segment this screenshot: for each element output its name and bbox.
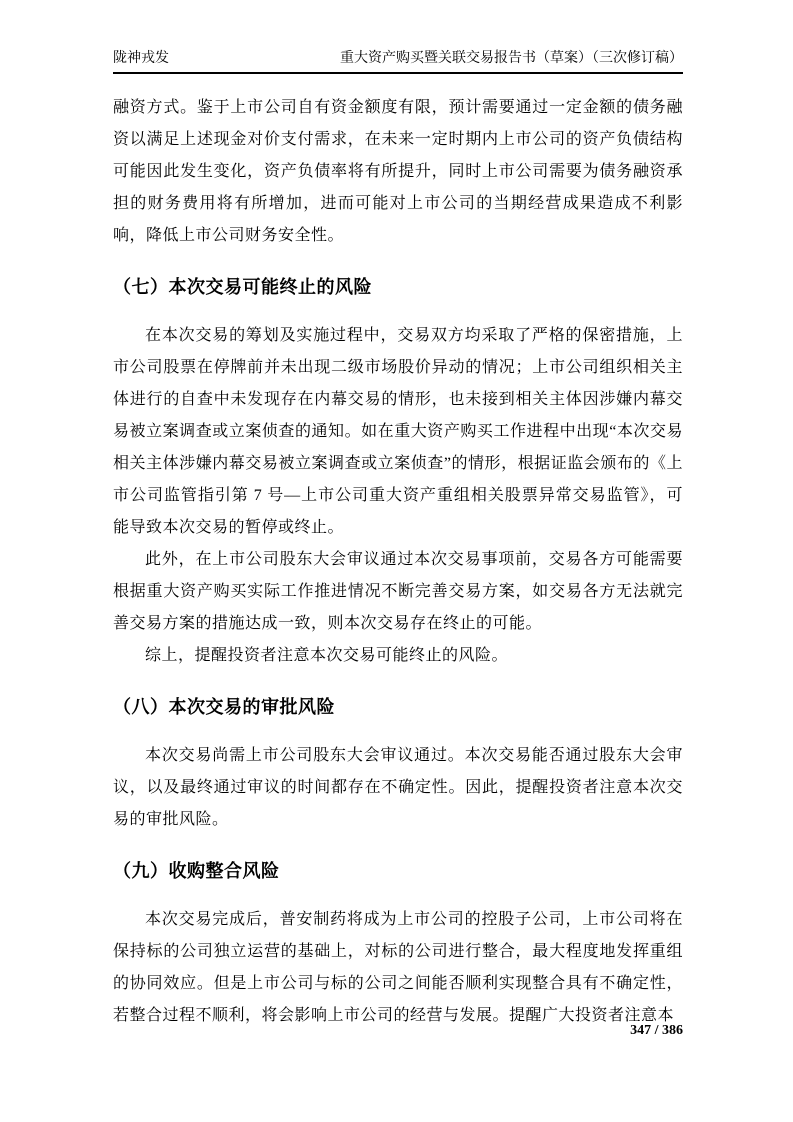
section-heading: （七）本次交易可能终止的风险	[113, 277, 372, 297]
body-paragraph: 综上，提醒投资者注意本次交易可能终止的风险。	[145, 647, 509, 664]
section-heading: （九）收购整合风险	[113, 861, 280, 881]
body-paragraph: 在本次交易的筹划及实施过程中，交易双方均采取了严格的保密措施，上市公司股票在停牌前并未出现二级市场股价异动的情况；上市公司组织相关主体进行的自查中未发现存在内幕交易的情形，也未接到相关主体因涉嫌内幕交易被立案调查或立案侦查的通知。如在重大资产购买工作进程中出现“本次交易相关主体涉嫌内幕交易被立案调查或立案侦查”的情形，根据证监会颁布的《上市公司监管指引第 7 号—上市公司重大资产重组相关股票异常交易监管》，可能导致本次交易的暂停或终止。	[113, 327, 683, 536]
page-number: 347 / 386	[630, 1023, 683, 1038]
body-paragraph: 本次交易尚需上市公司股东大会审议通过。本次交易能否通过股东大会审议，以及最终通过审议的时间都存在不确定性。因此，提醒投资者注意本次交易的审批风险。	[113, 747, 683, 828]
page-header	[113, 50, 683, 74]
body-paragraph: 此外，在上市公司股东大会审议通过本次交易事项前，交易各方可能需要根据重大资产购买实际工作推进情况不断完善交易方案，如交易各方无法就完善交易方案的措施达成一致，则本次交易存在终止的可能。	[113, 551, 683, 632]
header-company-name: 陇神戎发	[113, 51, 169, 66]
header-report-title: 重大资产购买暨关联交易报告书（草案）（三次修订稿）	[340, 51, 683, 66]
body-paragraph: 融资方式。鉴于上市公司自有资金额度有限，预计需要通过一定金额的债务融资以满足上述现金对价支付需求，在未来一定时期内上市公司的资产负债结构可能因此发生变化，资产负债率将有所提升，同时上市公司需要为债务融资承担的财务费用将有所增加，进而可能对上市公司的当期经营成果造成不利影响，降低上市公司财务安全性。	[113, 99, 683, 244]
document-body	[113, 92, 683, 1032]
body-paragraph: 本次交易完成后，普安制药将成为上市公司的控股子公司，上市公司将在保持标的公司独立运营的基础上，对标的公司进行整合，最大程度地发挥重组的协同效应。但是上市公司与标的公司之间能否顺利实现整合具有不确定性，若整合过程不顺利，将会影响上市公司的经营与发展。提醒广大投资者注意本	[113, 911, 683, 1024]
section-heading: （八）本次交易的审批风险	[113, 697, 335, 717]
